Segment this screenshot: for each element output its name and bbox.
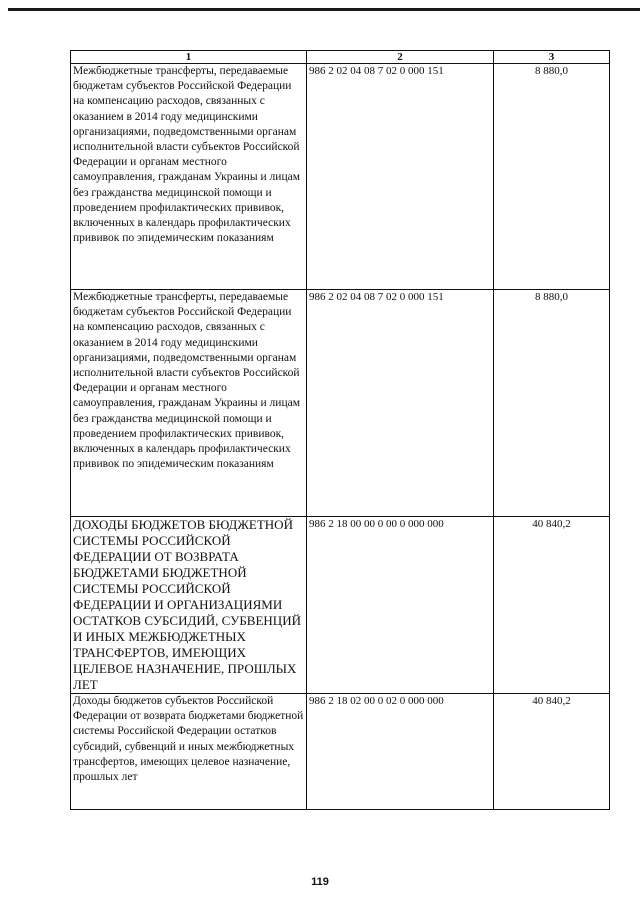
row-amount: 8 880,0 xyxy=(494,290,610,517)
row-code: 986 2 18 00 00 0 00 0 000 000 xyxy=(307,517,494,694)
table-row xyxy=(71,290,610,517)
row-description: ДОХОДЫ БЮДЖЕТОВ БЮДЖЕТНОЙ СИСТЕМЫ РОССИЙСКОЙ ФЕДЕРАЦИИ ОТ ВОЗВРАТА БЮДЖЕТАМИ БЮДЖЕТНОЙ СИСТЕМЫ РОССИЙСКОЙ ФЕДЕРАЦИИ И ОРГАНИЗАЦИЯМИ ОСТАТКОВ СУБСИДИЙ, СУБВЕНЦИЙ И ИНЫХ МЕЖБЮДЖЕТНЫХ ТРАНСФЕРТОВ, ИМЕЮЩИХ ЦЕЛЕВОЕ НАЗНАЧЕНИЕ, ПРОШЛЫХ ЛЕТ xyxy=(71,517,307,694)
row-amount: 40 840,2 xyxy=(494,517,610,694)
header-col-1: 1 xyxy=(71,51,307,64)
row-amount: 8 880,0 xyxy=(494,64,610,290)
row-code: 986 2 02 04 08 7 02 0 000 151 xyxy=(307,64,494,290)
header-row xyxy=(71,51,610,64)
header-col-2: 2 xyxy=(307,51,494,64)
top-rule xyxy=(8,8,640,11)
page-number: 119 xyxy=(311,876,329,888)
budget-table xyxy=(70,50,610,810)
header-col-3: 3 xyxy=(494,51,610,64)
row-code: 986 2 18 02 00 0 02 0 000 000 xyxy=(307,694,494,810)
row-code: 986 2 02 04 08 7 02 0 000 151 xyxy=(307,290,494,517)
row-description: Межбюджетные трансферты, передаваемые бюджетам субъектов Российской Федерации на компенсацию расходов, связанных с оказанием в 2014 году медицинскими организациями, подведомственными органам исполнительной власти субъектов Российской Федерации и органам местного самоуправления, гражданам Украины и лицам без гражданства медицинской помощи и проведением профилактических прививок, включенных в календарь профилактических прививок по эпидемическим показаниям xyxy=(71,290,307,517)
row-description: Межбюджетные трансферты, передаваемые бюджетам субъектов Российской Федерации на компенсацию расходов, связанных с оказанием в 2014 году медицинскими организациями, подведомственными органам исполнительной власти субъектов Российской Федерации и органам местного самоуправления, гражданам Украины и лицам без гражданства медицинской помощи и проведением профилактических прививок, включенных в календарь профилактических прививок по эпидемическим показаниям xyxy=(71,64,307,290)
row-description: Доходы бюджетов субъектов Российской Федерации от возврата бюджетами бюджетной системы Российской Федерации остатков субсидий, субвенций и иных межбюджетных трансфертов, имеющих целевое назначение, прошлых лет xyxy=(71,694,307,810)
row-amount: 40 840,2 xyxy=(494,694,610,810)
table-row xyxy=(71,64,610,290)
table-row xyxy=(71,694,610,810)
table-row xyxy=(71,517,610,694)
